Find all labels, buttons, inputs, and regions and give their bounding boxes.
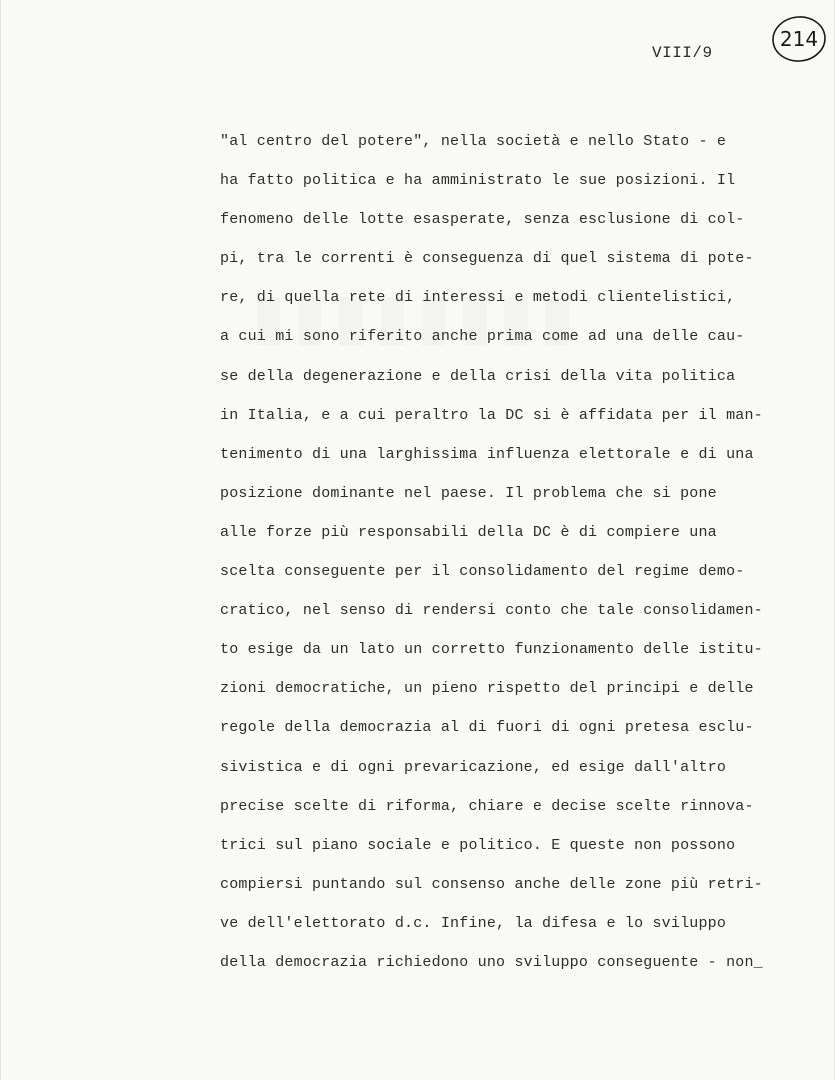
page-code: VIII/9	[652, 44, 713, 62]
text-line: posizione dominante nel paese. Il problema che si pone	[220, 484, 717, 502]
typewritten-body	[220, 122, 820, 982]
text-line: trici sul piano sociale e politico. E queste non possono	[220, 836, 736, 854]
archive-number-stamp	[769, 12, 829, 66]
text-line: precise scelte di riforma, chiare e decise scelte rinnova-	[220, 797, 754, 815]
text-line: se della degenerazione e della crisi della vita politica	[220, 367, 736, 385]
text-line: in Italia, e a cui peraltro la DC si è affidata per il man-	[220, 406, 763, 424]
text-line: tenimento di una larghissima influenza elettorale e di una	[220, 445, 754, 463]
text-line: sivistica e di ogni prevaricazione, ed esige dall'altro	[220, 758, 727, 776]
text-line: pi, tra le correnti è conseguenza di quel sistema di pote-	[220, 250, 754, 268]
text-line: zioni democratiche, un pieno rispetto del principi e delle	[220, 680, 754, 698]
text-line: fenomeno delle lotte esasperate, senza esclusione di col-	[220, 211, 745, 229]
text-line: scelta conseguente per il consolidamento del regime demo-	[220, 563, 745, 581]
text-line: regole della democrazia al di fuori di ogni pretesa esclu-	[220, 719, 754, 737]
text-line: cratico, nel senso di rendersi conto che tale consolidamen-	[220, 602, 763, 620]
archive-number: 214	[779, 27, 819, 51]
text-line: ha fatto politica e ha amministrato le sue posizioni. Il	[220, 172, 736, 190]
text-line: "al centro del potere", nella società e nello Stato - e	[220, 133, 727, 150]
text-line: alle forze più responsabili della DC è di compiere una	[220, 523, 717, 541]
text-line: re, di quella rete di interessi e metodi clientelistici,	[220, 289, 736, 307]
text-line: to esige da un lato un corretto funzionamento delle istitu-	[220, 641, 763, 659]
text-line: ve dell'elettorato d.c. Infine, la difesa e lo sviluppo	[220, 914, 727, 932]
text-line: della democrazia richiedono uno sviluppo conseguente - non_	[220, 953, 763, 971]
text-line: compiersi puntando sul consenso anche delle zone più retri-	[220, 875, 763, 893]
text-line: a cui mi sono riferito anche prima come ad una delle cau-	[220, 328, 745, 346]
